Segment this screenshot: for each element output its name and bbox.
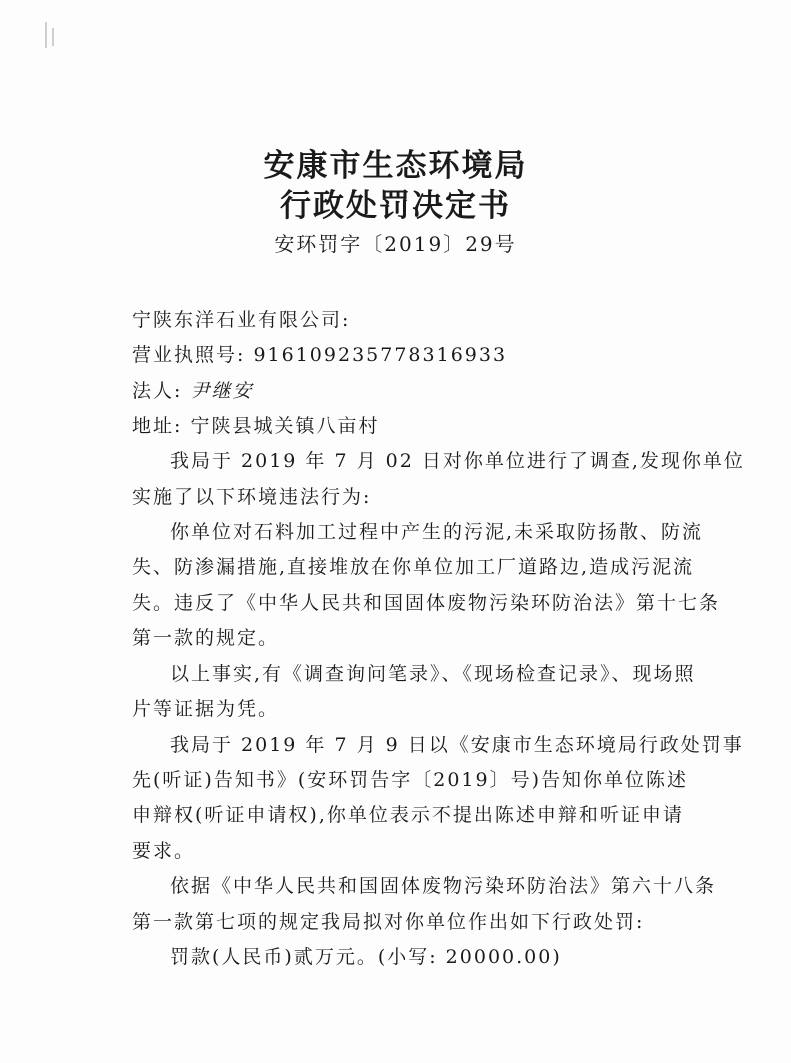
agency-title: 安康市生态环境局 xyxy=(263,148,528,184)
legal-rep-label: 法人: xyxy=(132,380,183,402)
body-line: 第一款第七项的规定我局拟对你单位作出如下行政处罚: xyxy=(132,911,645,933)
recipient-company: 宁陕东洋石业有限公司: xyxy=(132,309,351,331)
license-label: 营业执照号: xyxy=(132,344,246,366)
license-row xyxy=(132,341,507,369)
address-row xyxy=(132,412,379,440)
body-line: 要求。 xyxy=(132,840,196,862)
body-line: 实施了以下环境违法行为: xyxy=(132,486,372,508)
document-number: 安环罚字〔2019〕29号 xyxy=(274,232,517,256)
body-line: 你单位对石料加工过程中产生的污泥,未采取防扬散、防流 xyxy=(170,521,704,543)
address-label: 地址: xyxy=(132,415,183,437)
body-line: 失。违反了《中华人民共和国固体废物污染环防治法》第十七条 xyxy=(132,592,721,614)
address-value: 宁陕县城关镇八亩村 xyxy=(190,415,380,437)
body-line: 第一款的规定。 xyxy=(132,627,280,649)
body-line: 申辩权(听证申请权),你单位表示不提出陈述申辩和听证申请 xyxy=(132,804,684,826)
body-line: 罚款(人民币)贰万元。(小写: 20000.00) xyxy=(170,946,562,968)
document-title: 行政处罚决定书 xyxy=(280,188,511,224)
body-line: 依据《中华人民共和国固体废物污染环防治法》第六十八条 xyxy=(170,875,717,897)
scan-artifact xyxy=(52,28,54,46)
body-line: 我局于 2019 年 7 月 02 日对你单位进行了调查,发现你单位 xyxy=(170,450,745,472)
body-line: 我局于 2019 年 7 月 9 日以《安康市生态环境局行政处罚事 xyxy=(170,734,744,756)
scan-artifact xyxy=(45,22,47,48)
body-line: 以上事实,有《调查询问笔录》、《现场检查记录》、现场照 xyxy=(170,663,696,685)
license-value: 916109235778316933 xyxy=(253,344,508,366)
legal-rep-row xyxy=(132,377,253,405)
body-line: 先(听证)告知书》(安环罚告字〔2019〕号)告知你单位陈述 xyxy=(132,769,689,791)
legal-rep-value: 尹继安 xyxy=(190,380,254,402)
body-line: 失、防渗漏措施,直接堆放在你单位加工厂道路边,造成污泥流 xyxy=(132,556,695,578)
body-line: 片等证据为凭。 xyxy=(132,698,280,720)
